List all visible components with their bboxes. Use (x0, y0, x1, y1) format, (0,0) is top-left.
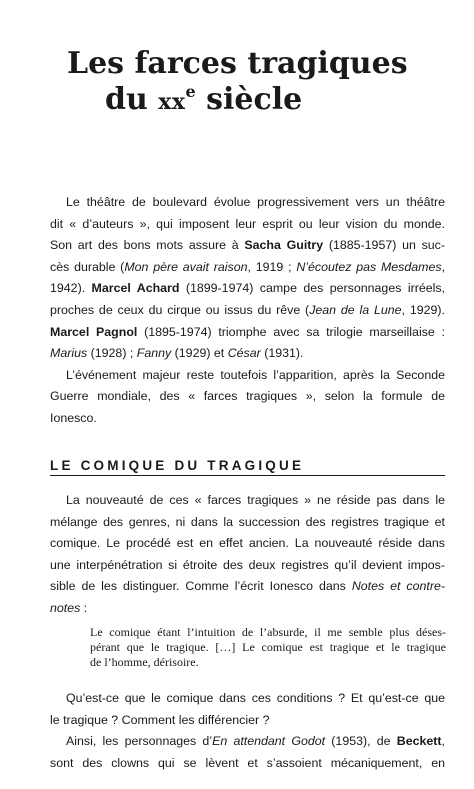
text-run: mélange des genres, ni dans la succession des registres tragique et (50, 514, 445, 529)
text-run: proches de ceux du cirque ou issus du rêve ( (50, 302, 310, 317)
work-title: Notes et contre- (351, 579, 445, 594)
work-title: Fanny (136, 346, 172, 361)
text-run: le tragique ? Comment les différencier ? (50, 712, 270, 727)
text-line (50, 731, 445, 753)
work-title: N’écoutez pas Mesdames (296, 259, 442, 274)
author-name: Beckett (396, 734, 442, 749)
text-run: : (80, 600, 88, 615)
intro-paragraph (50, 192, 445, 430)
body-paragraph (50, 490, 445, 620)
quote-line: de l’homme, dérisoire. (90, 655, 199, 669)
text-line (50, 576, 445, 598)
title-line-1: Les farces tragiques (67, 46, 408, 82)
text-line (50, 408, 445, 430)
work-title: César (227, 346, 261, 361)
quote-line: pérant que le tragique. […] Le comique est tragique et le tragique (90, 640, 446, 654)
text-run: , (441, 734, 445, 749)
author-name: Sacha Guitry (244, 238, 324, 253)
title-line-2-prefix: du (105, 82, 159, 118)
text-run: cès durable ( (50, 259, 125, 274)
ionesco-quote (90, 625, 446, 670)
text-line (50, 386, 445, 408)
text-line (50, 235, 445, 257)
text-line (50, 343, 445, 365)
text-run: (1931). (260, 346, 304, 361)
page-title (0, 46, 474, 120)
text-line (50, 555, 445, 577)
work-title: En attendant Godot (212, 734, 326, 749)
text-line (50, 533, 445, 555)
text-line (50, 710, 445, 732)
section-heading: LE COMIQUE DU TRAGIQUE (50, 458, 445, 476)
text-run: La nouveauté de ces « farces tragiques » ne réside pas dans le (66, 493, 445, 507)
text-run: Qu’est-ce que le comique dans ces conditions ? Et qu’est-ce que (66, 691, 445, 705)
text-run: , 1919 ; (247, 259, 297, 274)
text-run: Ainsi, les personnages d’ (66, 734, 213, 749)
work-title: Mon père avait raison (124, 259, 248, 274)
text-run: Ionesco. (50, 410, 97, 425)
closing-paragraph (50, 688, 445, 774)
text-line (50, 322, 445, 344)
text-line (50, 753, 445, 775)
text-run: L’événement majeur reste toutefois l’apparition, après la Seconde (66, 367, 445, 382)
text-run: , 1929). (401, 302, 445, 317)
text-line (50, 278, 445, 300)
text-run: Le théâtre de boulevard évolue progressivement vers un théâtre (66, 195, 445, 209)
text-line (50, 300, 445, 322)
text-line (50, 598, 445, 620)
text-run: Son art des bons mots assure à (50, 238, 245, 253)
text-run: , (441, 259, 446, 274)
text-run: une interpénétration si étroite des deux registres qu’il devient impos- (50, 557, 445, 572)
text-line (50, 192, 445, 214)
text-run: (1885-1957) un suc- (323, 238, 446, 253)
title-line-2-suffix: siècle (195, 82, 303, 118)
work-title: notes (50, 600, 81, 615)
title-century-suffix: e (185, 82, 196, 102)
text-run: (1953), de (325, 734, 397, 749)
text-line (50, 257, 445, 279)
text-line (50, 365, 445, 387)
text-line (50, 214, 445, 236)
author-name: Marcel Pagnol (50, 324, 138, 339)
text-run: (1929) et (171, 346, 228, 361)
text-run: sont des clowns qui se lèvent et s’assoient mécaniquement, en (50, 755, 445, 770)
text-run: Guerre mondiale, des « farces tragiques », selon la formule de (50, 389, 445, 404)
text-run: comique. Le procédé est en effet ancien. La nouveauté réside dans (50, 536, 445, 551)
quote-line: Le comique étant l’intuition de l’absurde, il me semble plus déses- (90, 625, 446, 639)
text-run: (1928) ; (87, 346, 137, 361)
work-title: Jean de la Lune (309, 302, 402, 317)
text-run: 1942). (50, 281, 92, 296)
text-line (50, 490, 445, 512)
text-run: (1899-1974) campe des personnages irréels, (179, 281, 445, 296)
text-run: sible de les distinguer. Comme l’écrit Ionesco dans (50, 579, 352, 594)
title-century: xx (158, 89, 186, 116)
text-run: dit « d’auteurs », qui imposent leur esprit ou leur vision du monde. (50, 216, 445, 231)
title-line-2 (0, 82, 474, 120)
text-line (50, 512, 445, 534)
work-title: Marius (50, 346, 88, 361)
text-run: (1895-1974) triomphe avec sa trilogie marseillaise : (137, 324, 445, 339)
author-name: Marcel Achard (91, 281, 180, 296)
text-line (50, 688, 445, 710)
